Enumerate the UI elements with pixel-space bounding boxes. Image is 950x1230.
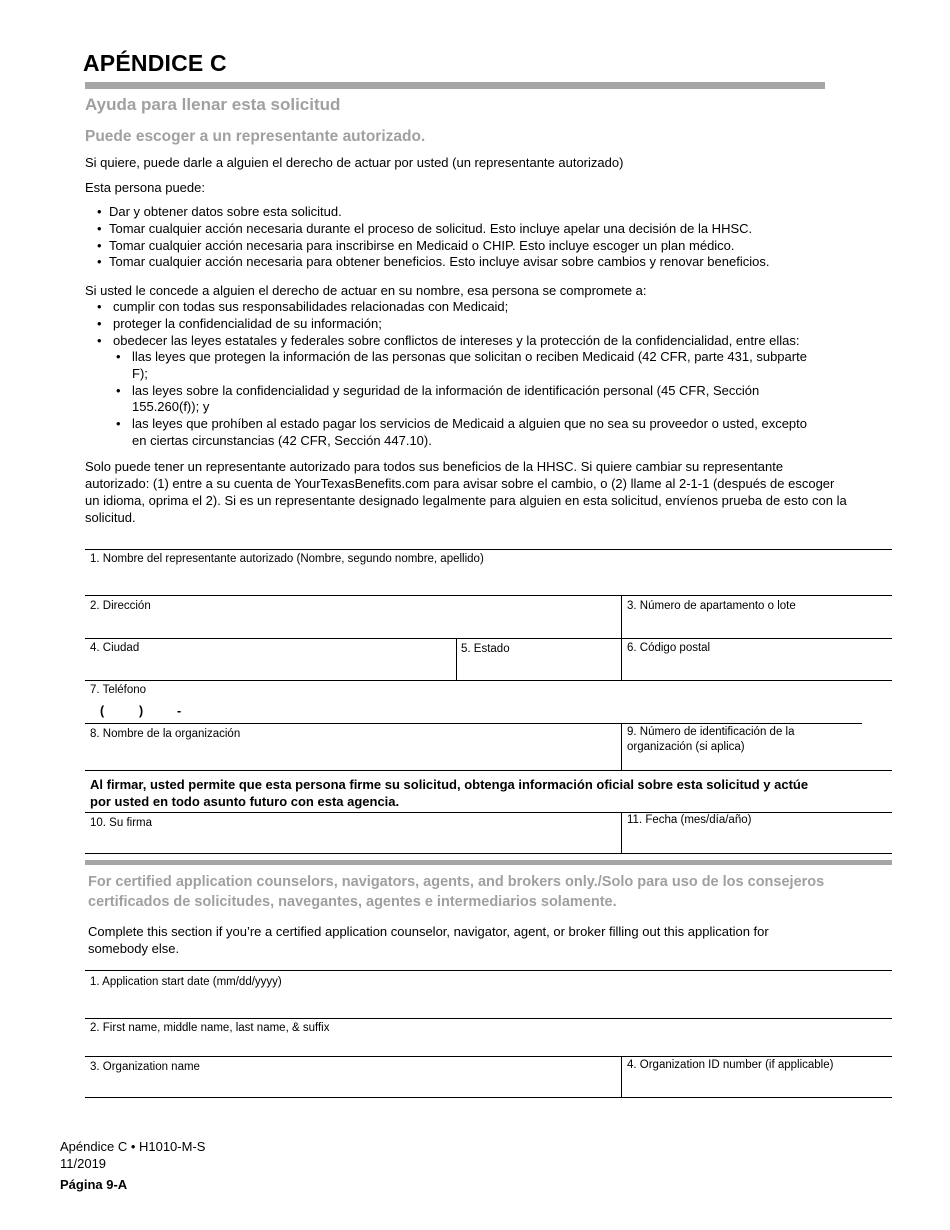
list-item: • las leyes que prohíben al estado pagar los servicios de Medicaid a alguien que no sea su proveedor o usted, excepto en ciertas circunstancias (42 CFR, Sección 447.10). bbox=[85, 416, 815, 450]
list-item: • las leyes sobre la confidencialidad y seguridad de la información de identificación personal (45 CFR, Sección 155.260(f)); y bbox=[85, 383, 815, 417]
signature-notice: Al firmar, usted permite que esta persona firme su solicitud, obtenga información oficial sobre esta solicitud y actúe por usted en todo asunto futuro con esta agencia. bbox=[90, 777, 809, 809]
commitments-lead: Si usted le concede a alguien el derecho de actuar en su nombre, esa persona se compromete a: bbox=[85, 283, 647, 298]
counselor-section-title: For certified application counselors, navigators, agents, and brokers only./Solo para uso de los consejeros certificados de solicitudes, navegantes, agentes e intermediarios solamente. bbox=[88, 874, 825, 910]
field-organization-id[interactable]: 9. Número de identificación de la organización (si aplica) bbox=[627, 726, 795, 753]
field-full-name[interactable]: 2. First name, middle name, last name, & suffix bbox=[90, 1022, 330, 1034]
phone-paren-open: ( bbox=[100, 704, 105, 718]
intro-bullet-list bbox=[85, 204, 845, 271]
list-item: • Tomar cualquier acción necesaria para inscribirse en Medicaid o CHIP. Esto incluye escoger un plan médico. bbox=[85, 238, 845, 255]
field-representative-name[interactable]: 1. Nombre del representante autorizado (Nombre, segundo nombre, apellido) bbox=[90, 553, 484, 565]
list-item: • cumplir con todas sus responsabilidades relacionadas con Medicaid; bbox=[85, 299, 860, 316]
field-state[interactable]: 5. Estado bbox=[461, 643, 510, 655]
field-date[interactable]: 11. Fecha (mes/día/año) bbox=[627, 814, 752, 826]
list-item: • proteger la confidencialidad de su información; bbox=[85, 316, 860, 333]
field-zip-code[interactable]: 6. Código postal bbox=[627, 642, 711, 654]
page-title: APÉNDICE C bbox=[83, 50, 227, 76]
field-application-start-date[interactable]: 1. Application start date (mm/dd/yyyy) bbox=[90, 976, 282, 988]
footer-date: 11/2019 bbox=[60, 1156, 107, 1171]
field-organization-name[interactable]: 8. Nombre de la organización bbox=[90, 728, 241, 740]
field-counselor-organization[interactable]: 3. Organization name bbox=[90, 1061, 200, 1073]
field-counselor-organization-id[interactable]: 4. Organization ID number (if applicable) bbox=[627, 1059, 834, 1071]
list-item: • obedecer las leyes estatales y federales sobre conflictos de intereses y la protección de la confidencialidad, entre ellas: bbox=[85, 333, 860, 350]
commitments-list bbox=[85, 299, 860, 349]
list-item: • Tomar cualquier acción necesaria para obtener beneficios. Esto incluye avisar sobre cambios y renovar beneficios. bbox=[85, 254, 845, 271]
list-item: • Tomar cualquier acción necesaria durante el proceso de solicitud. Esto incluye apelar una decisión de la HHSC. bbox=[85, 221, 845, 238]
commitments-sub-list bbox=[85, 349, 815, 450]
field-phone[interactable]: 7. Teléfono bbox=[90, 684, 147, 696]
phone-paren-close: ) bbox=[139, 704, 144, 718]
closing-paragraph: Solo puede tener un representante autorizado para todos sus beneficios de la HHSC. Si quiere cambiar su representante autorizado: (1) entre a su cuenta de YourTexasBenefits.com para avisar sobre el cambio, o (2) llame al 2-1-1 (después de escoger un idioma, oprima el 2). Si es un representante designado legalmente para alguien en esta solicitud, envíenos prueba de esto con la solicitud. bbox=[85, 459, 847, 525]
counselor-instructions: Complete this section if you’re a certified application counselor, navigator, agent, or broker filling out this application for somebody else. bbox=[88, 924, 769, 956]
list-item: • Dar y obtener datos sobre esta solicitud. bbox=[85, 204, 845, 221]
page-subtitle: Ayuda para llenar esta solicitud bbox=[85, 95, 341, 114]
intro-text: Si quiere, puede darle a alguien el derecho de actuar por usted (un representante autorizado) bbox=[85, 155, 624, 170]
field-apartment-number[interactable]: 3. Número de apartamento o lote bbox=[627, 600, 796, 612]
footer-form-id: Apéndice C • H1010-M-S bbox=[60, 1139, 206, 1154]
phone-dash: - bbox=[177, 704, 182, 718]
section-divider bbox=[85, 860, 892, 865]
intro-lead: Esta persona puede: bbox=[85, 180, 205, 195]
page-number: Página 9-A bbox=[60, 1177, 128, 1192]
field-address[interactable]: 2. Dirección bbox=[90, 600, 151, 612]
list-item: • llas leyes que protegen la información de las personas que solicitan o reciben Medicaid (42 CFR, parte 431, subparte F); bbox=[85, 349, 815, 383]
field-city[interactable]: 4. Ciudad bbox=[90, 642, 140, 654]
title-divider bbox=[85, 82, 825, 89]
field-signature[interactable]: 10. Su firma bbox=[90, 817, 152, 829]
section-title: Puede escoger a un representante autorizado. bbox=[85, 128, 426, 145]
